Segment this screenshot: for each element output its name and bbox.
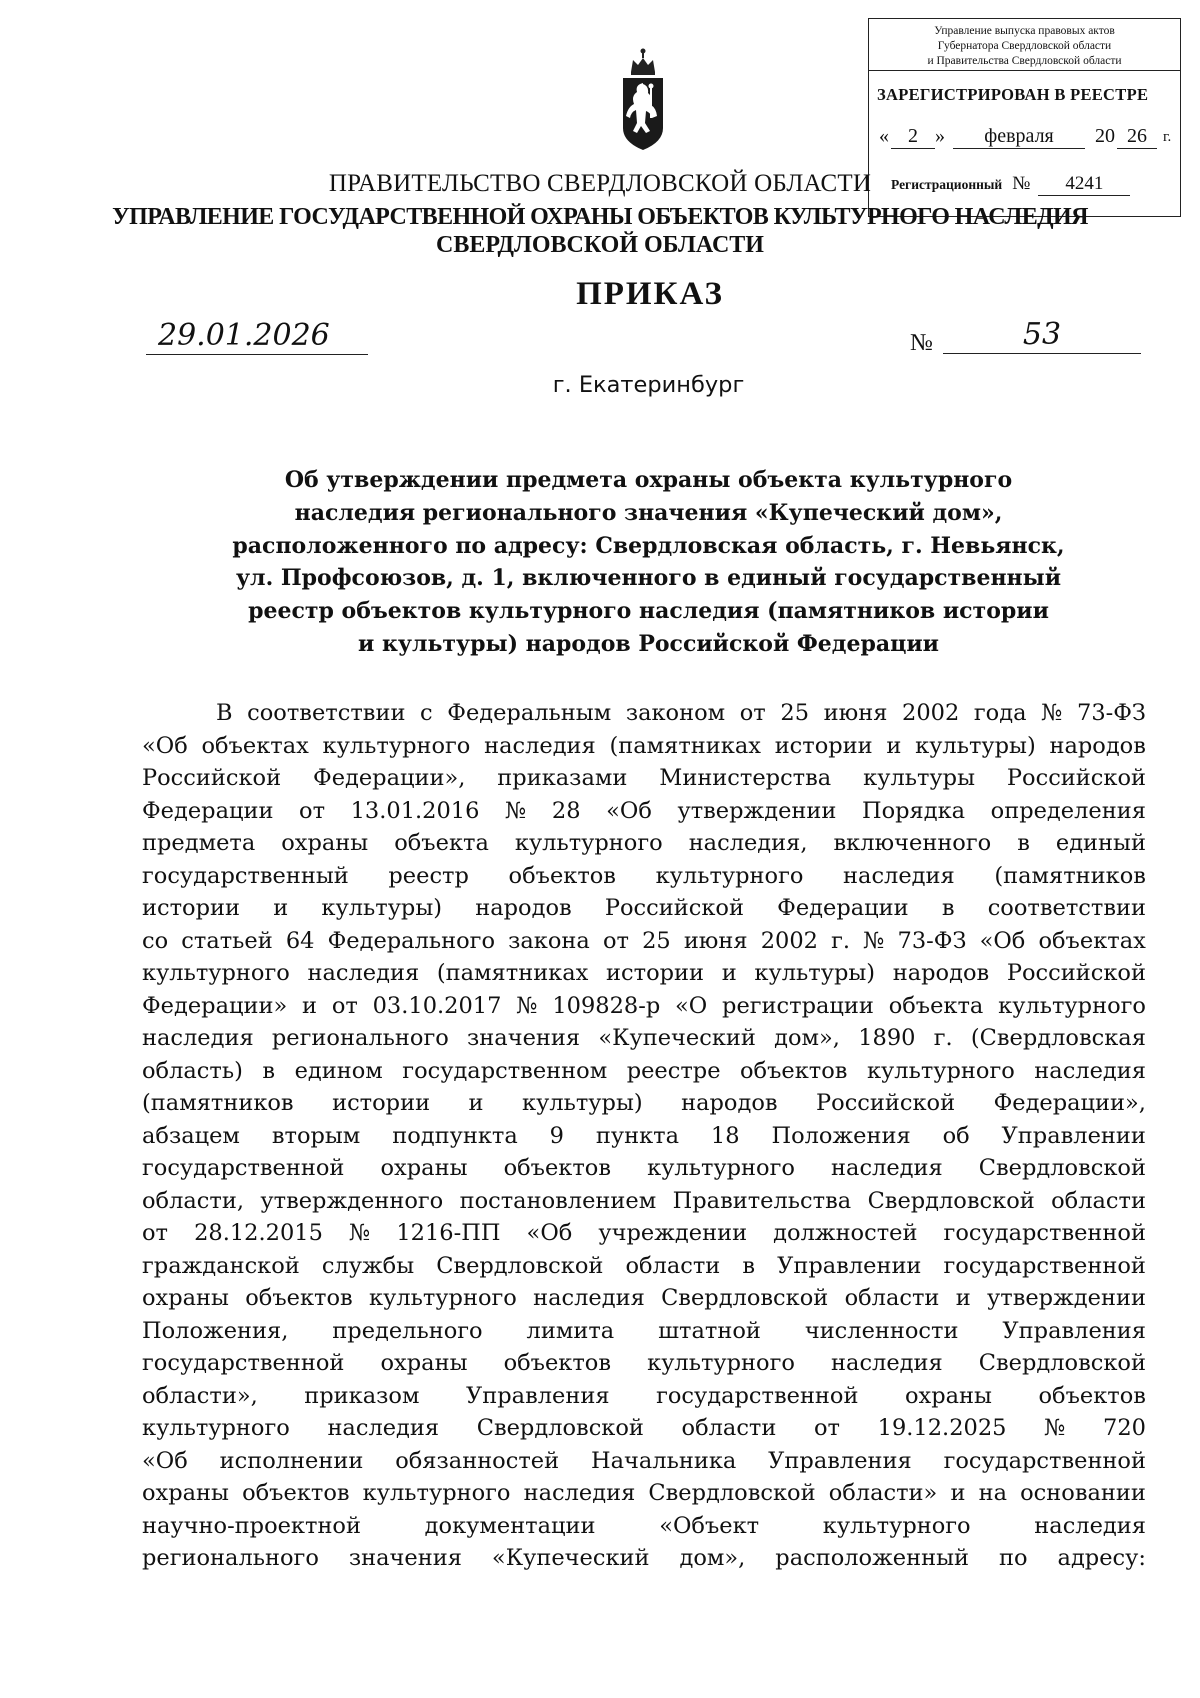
body-line: культурного наследия (памятниках истории и культуры) народов Российской <box>142 960 1146 986</box>
body-line: (памятников истории и культуры) народов Российской Федерации», <box>142 1090 1146 1116</box>
title-line: реестр объектов культурного наследия (памятников истории <box>248 598 1049 625</box>
body-line: область) в едином государственном реестре объектов культурного наследия <box>142 1057 1146 1084</box>
stamp-year-prefix: 20 <box>1095 125 1115 147</box>
document-type: ПРИКАЗ <box>576 276 724 312</box>
stamp-header-line: Управление выпуска правовых актов <box>934 25 1115 37</box>
stamp-registered-label: ЗАРЕГИСТРИРОВАН В РЕЕСТРЕ <box>877 85 1149 104</box>
order-number: 53 <box>943 317 1141 354</box>
stamp-close-quote: » <box>935 125 945 147</box>
body-line: охраны объектов культурного наследия Свердловской области» и на основании <box>142 1480 1146 1506</box>
body-line: Федерации от 13.01.2016 № 28 «Об утверждении Порядка определения <box>142 797 1146 824</box>
body-line: «Об объектах культурного наследия (памятниках истории и культуры) народов <box>142 732 1146 759</box>
stamp-open-quote: « <box>879 125 889 147</box>
order-number-label: № <box>910 330 933 356</box>
title-line: Об утверждении предмета охраны объекта культурного <box>284 467 1013 493</box>
body-line: предмета охраны объекта культурного наследия, включенного в единый <box>142 830 1146 856</box>
stamp-year-unit: г. <box>1163 129 1172 145</box>
body-line: абзацем вторым подпункта 9 пункта 18 Положения об Управлении <box>142 1122 1146 1149</box>
stamp-header-line: Губернатора Свердловской области <box>937 40 1112 52</box>
body-line: наследия регионального значения «Купеческий дом», 1890 г. (Свердловская <box>142 1025 1146 1051</box>
body-line: Российской Федерации», приказами Министерства культуры Российской <box>142 765 1146 791</box>
body-line: охраны объектов культурного наследия Свердловской области и утверждении <box>142 1285 1146 1311</box>
stamp-day: 2 <box>891 125 935 149</box>
coat-of-arms-icon <box>620 46 666 156</box>
body-line: государственный реестр объектов культурного наследия (памятников <box>142 862 1146 889</box>
department-name-line1: УПРАВЛЕНИЕ ГОСУДАРСТВЕННОЙ ОХРАНЫ ОБЪЕКТОВ КУЛЬТУРНОГО НАСЛЕДИЯ <box>112 204 1088 230</box>
body-line: Положения, предельного лимита штатной численности Управления <box>142 1317 1146 1344</box>
body-line: области, утвержденного постановлением Правительства Свердловской области <box>142 1187 1146 1214</box>
body-line: регионального значения «Купеческий дом», расположенный по адресу: <box>142 1545 1146 1571</box>
title-line: и культуры) народов Российской Федерации <box>358 630 939 657</box>
body-line: В соответствии с Федеральным законом от 25 июня 2002 года № 73-ФЗ <box>216 700 1146 726</box>
city: г. Екатеринбург <box>552 372 745 398</box>
body-line: от 28.12.2015 № 1216-ПП «Об учреждении должностей государственной <box>142 1220 1146 1246</box>
body-line: научно-проектной документации «Объект культурного наследия <box>142 1512 1146 1539</box>
stamp-reg-number-value: 4241 <box>1038 173 1130 196</box>
body-line: гражданской службы Свердловской области в Управлении государственной <box>142 1252 1146 1279</box>
title-line: расположенного по адресу: Свердловская область, г. Невьянск, <box>232 532 1065 559</box>
body-line: государственной охраны объектов культурного наследия Свердловской <box>142 1350 1146 1376</box>
body-line: Федерации» и от 03.10.2017 № 109828-р «О регистрации объекта культурного <box>142 992 1146 1019</box>
government-name: ПРАВИТЕЛЬСТВО СВЕРДЛОВСКОЙ ОБЛАСТИ <box>328 170 872 197</box>
title-line: ул. Профсоюзов, д. 1, включенного в единый государственный <box>235 565 1062 592</box>
body-text <box>142 697 1146 1575</box>
body-line: области», приказом Управления государственной охраны объектов <box>142 1382 1146 1409</box>
title-line: наследия регионального значения «Купеческий дом», <box>294 499 1003 526</box>
order-title <box>0 464 1200 661</box>
stamp-number-sign: № <box>1012 173 1031 194</box>
department-name-line2: СВЕРДЛОВСКОЙ ОБЛАСТИ <box>436 232 764 258</box>
stamp-reg-number-label: Регистрационный <box>891 177 1003 192</box>
stamp-header <box>869 19 1180 71</box>
order-date: 29.01.2026 <box>146 318 368 355</box>
stamp-header-line: и Правительства Свердловской области <box>927 55 1122 67</box>
stamp-month: февраля <box>953 125 1085 149</box>
stamp-year-suffix: 26 <box>1117 125 1157 149</box>
body-line: «Об исполнении обязанностей Начальника Управления государственной <box>142 1447 1146 1474</box>
body-line: культурного наследия Свердловской области от 19.12.2025 № 720 <box>142 1415 1146 1441</box>
body-line: государственной охраны объектов культурного наследия Свердловской <box>142 1155 1146 1181</box>
body-line: истории и культуры) народов Российской Федерации в соответствии <box>142 895 1146 921</box>
body-line: со статьей 64 Федерального закона от 25 июня 2002 г. № 73-ФЗ «Об объектах <box>142 927 1146 954</box>
